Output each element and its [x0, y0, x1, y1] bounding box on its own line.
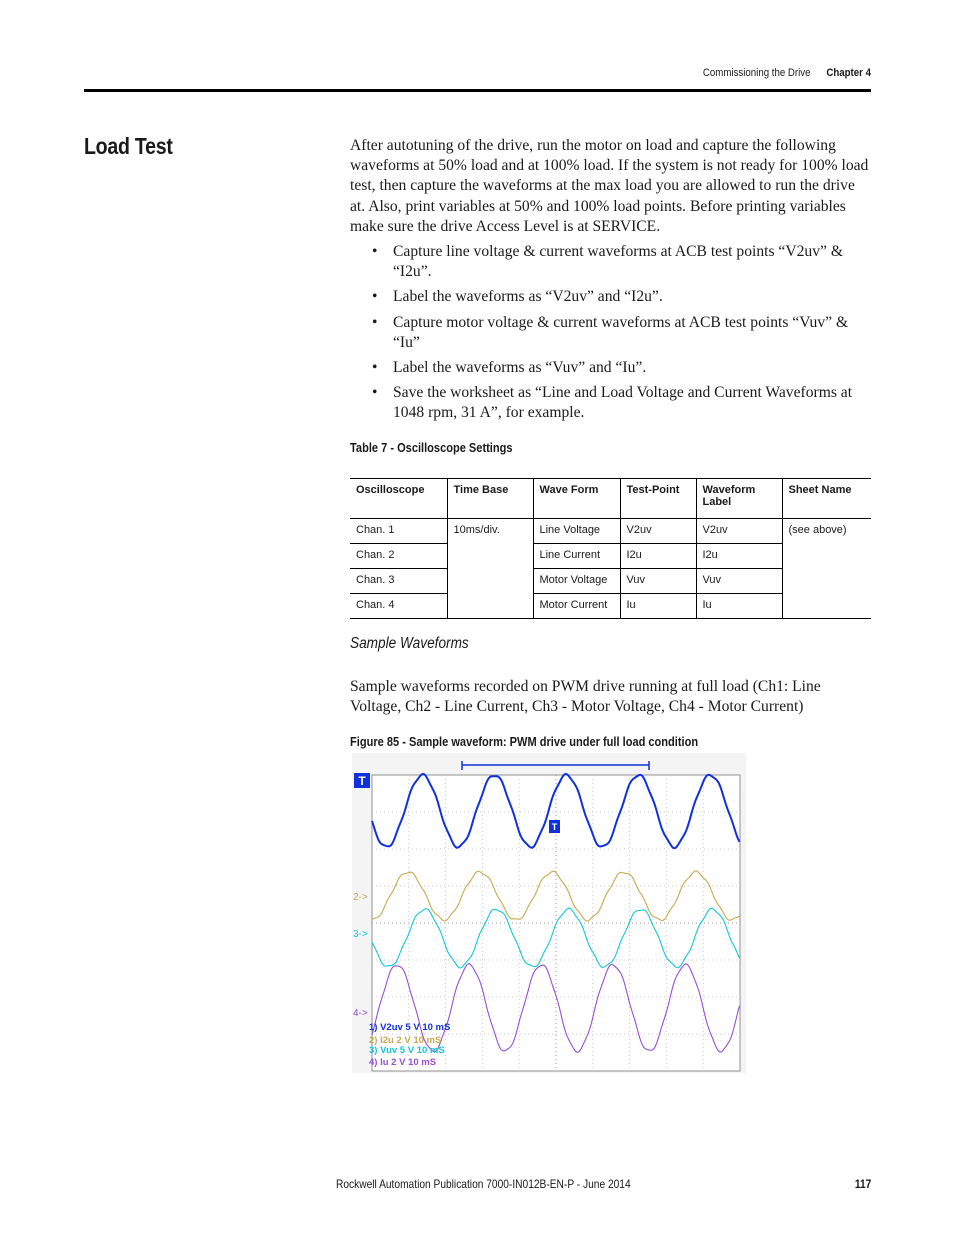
table-cell: Iu: [696, 594, 782, 619]
table-cell: Chan. 3: [350, 569, 447, 594]
column-header: Sheet Name: [782, 479, 871, 519]
table-cell: I2u: [696, 544, 782, 569]
ch4-marker: 4->: [353, 1008, 368, 1019]
list-item-text: Label the waveforms as “V2uv” and “I2u”.: [393, 288, 663, 306]
list-item: [350, 313, 870, 353]
column-header: Time Base: [447, 479, 533, 519]
table-cell: I2u: [620, 544, 696, 569]
table-cell: Chan. 2: [350, 544, 447, 569]
legend-ch1: 1) V2uv 5 V 10 mS: [369, 1022, 451, 1033]
oscilloscope-settings-table: [350, 478, 871, 619]
table-cell: Iu: [620, 594, 696, 619]
header-rule: [84, 89, 871, 92]
column-header: Waveform Label: [696, 479, 782, 519]
column-header: Test-Point: [620, 479, 696, 519]
table-cell: Vuv: [620, 569, 696, 594]
list-item-text: Capture line voltage & current waveforms at ACB test points “V2uv” & “I2u”.: [393, 243, 843, 281]
list-item: [350, 287, 870, 307]
legend-ch4: 4) Iu 2 V 10 mS: [369, 1057, 437, 1068]
intro-paragraph: After autotuning of the drive, run the motor on load and capture the following waveforms at 50% load and at 100% load. If the system is not ready for 100% load test, then capture the waveforms at the max load you are allowed to run the drive at. Also, print variables at 50% and 100% load points. Before printing variables make sure the drive Access Level is at SERVICE.: [350, 137, 869, 235]
bullet-icon: •: [372, 313, 378, 331]
time-base-cell: 10ms/div.: [447, 519, 533, 619]
subheading: Sample Waveforms: [350, 635, 469, 652]
table-cell: Chan. 1: [350, 519, 447, 544]
legend-ch2: 2) I2u 2 V 10 mS: [369, 1035, 442, 1046]
figure-caption: Figure 85 - Sample waveform: PWM drive under full load condition: [350, 734, 699, 749]
table-cell: Motor Voltage: [533, 569, 620, 594]
list-item-text: Capture motor voltage & current waveforms at ACB test points “Vuv” & “Iu”: [393, 313, 849, 351]
bullet-icon: •: [372, 288, 378, 306]
list-item-text: Label the waveforms as “Vuv” and “Iu”.: [393, 359, 647, 377]
footer-publication: Rockwell Automation Publication 7000-IN012B-EN-P - June 2014: [336, 1177, 631, 1191]
bullet-icon: •: [372, 359, 378, 377]
table-row: [350, 519, 871, 544]
sheet-name-cell: (see above): [782, 519, 871, 619]
ch3-marker: 3->: [353, 929, 368, 940]
cursor-marker-label: T: [551, 822, 558, 832]
legend-ch3: 3) Vuv 5 V 10 mS: [369, 1045, 445, 1056]
table-cell: Line Current: [533, 544, 620, 569]
list-item: [350, 358, 870, 378]
table-cell: V2uv: [696, 519, 782, 544]
running-header: [703, 67, 871, 79]
bullet-icon: •: [372, 243, 378, 260]
table-cell: Chan. 4: [350, 594, 447, 619]
page-number: 117: [854, 1177, 871, 1191]
table-cell: Motor Current: [533, 594, 620, 619]
list-item-text: Save the worksheet as “Line and Load Voltage and Current Waveforms at 1048 rpm, 31 A”, for example.: [393, 384, 853, 422]
trigger-marker-label: T: [358, 774, 366, 788]
table-header-row: [350, 479, 871, 519]
table-cell: Line Voltage: [533, 519, 620, 544]
sample-paragraph: Sample waveforms recorded on PWM drive running at full load (Ch1: Line Voltage, Ch2 - Line Current, Ch3 - Motor Voltage, Ch4 - Motor Current): [350, 678, 821, 716]
table-cell: Vuv: [696, 569, 782, 594]
section-title: Load Test: [84, 133, 173, 159]
bullet-icon: •: [372, 384, 378, 402]
ch2-marker: 2->: [353, 892, 368, 903]
list-item: [350, 242, 870, 282]
header-chapter: Chapter 4: [826, 67, 871, 79]
header-section: Commissioning the Drive: [702, 67, 811, 79]
list-item: [350, 383, 870, 423]
bullet-list: [350, 242, 870, 429]
column-header: Wave Form: [533, 479, 620, 519]
table-caption: Table 7 - Oscilloscope Settings: [350, 440, 513, 455]
oscilloscope-figure: [352, 753, 746, 1073]
table-cell: V2uv: [620, 519, 696, 544]
column-header: Oscilloscope: [350, 479, 447, 519]
